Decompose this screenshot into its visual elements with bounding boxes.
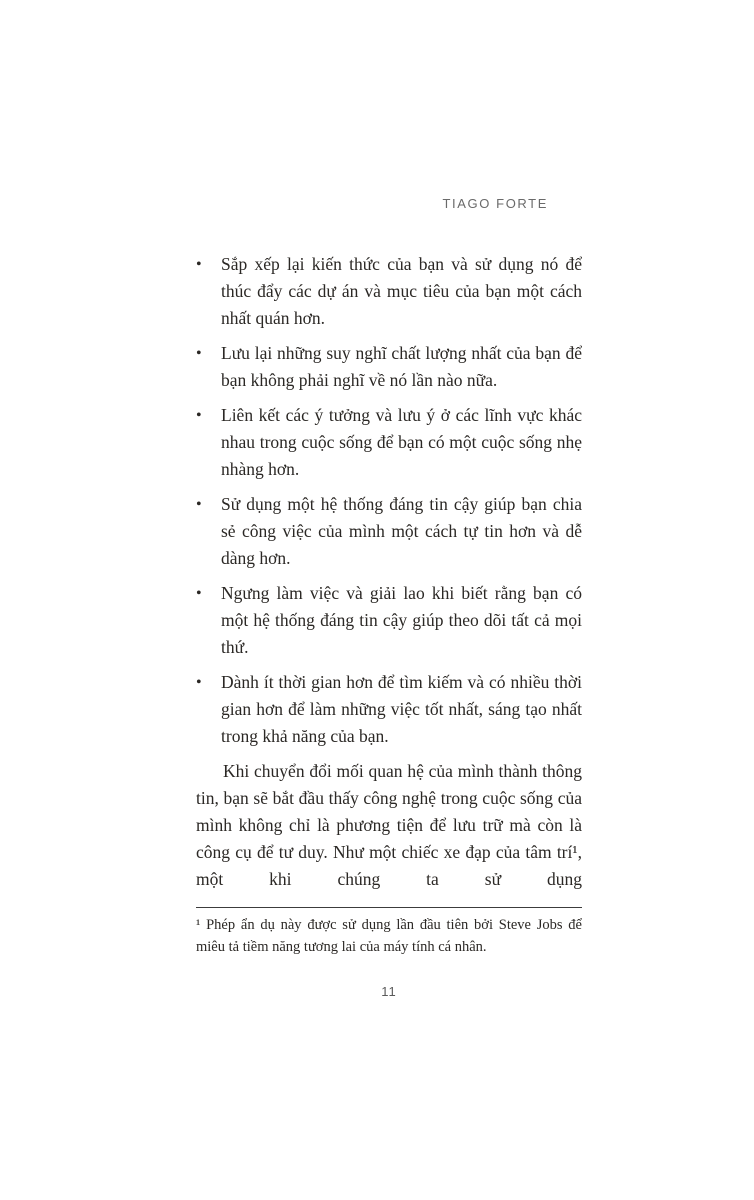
- bullet-icon: •: [196, 345, 202, 362]
- list-item: [196, 580, 582, 661]
- list-item: [196, 402, 582, 483]
- bullet-text: Liên kết các ý tưởng và lưu ý ở các lĩnh vực khác nhau trong cuộc sống để bạn có một cuộc sống nhẹ nhàng hơn.: [221, 405, 582, 479]
- bullet-icon: •: [196, 674, 202, 691]
- running-header: TIAGO FORTE: [442, 196, 548, 211]
- bullet-icon: •: [196, 407, 202, 424]
- bullet-icon: •: [196, 256, 202, 273]
- list-item: [196, 251, 582, 332]
- list-item: [196, 491, 582, 572]
- footnote-text: ¹ Phép ẩn dụ này được sử dụng lần đầu tiên bởi Steve Jobs để miêu tả tiềm năng tương lai của máy tính cá nhân.: [196, 917, 582, 955]
- bullet-icon: •: [196, 585, 202, 602]
- bullet-text: Sử dụng một hệ thống đáng tin cậy giúp bạn chia sẻ công việc của mình một cách tự tin hơn và dễ dàng hơn.: [221, 494, 582, 568]
- bullet-list: [196, 251, 582, 750]
- footnote-section: [196, 907, 582, 958]
- list-item: [196, 669, 582, 750]
- bullet-text: Ngưng làm việc và giải lao khi biết rằng bạn có một hệ thống đáng tin cậy giúp theo dõi tất cả mọi thứ.: [221, 583, 582, 657]
- page-content: [196, 196, 582, 958]
- body-paragraph: Khi chuyển đổi mối quan hệ của mình thành thông tin, bạn sẽ bắt đầu thấy công nghệ trong cuộc sống của mình không chỉ là phương tiện để lưu trữ mà còn là công cụ để tư duy. Như một chiếc xe đạp của tâm trí¹, một khi chúng ta sử dụng: [196, 761, 582, 889]
- bullet-icon: •: [196, 496, 202, 513]
- bullet-text: Lưu lại những suy nghĩ chất lượng nhất của bạn để bạn không phải nghĩ về nó lần nào nữa.: [221, 343, 582, 390]
- bullet-text: Dành ít thời gian hơn để tìm kiếm và có nhiều thời gian hơn để làm những việc tốt nhất, sáng tạo nhất trong khả năng của bạn.: [221, 672, 582, 746]
- page-number: 11: [381, 984, 397, 999]
- list-item: [196, 340, 582, 394]
- bullet-text: Sắp xếp lại kiến thức của bạn và sử dụng nó để thúc đẩy các dự án và mục tiêu của bạn một cách nhất quán hơn.: [221, 254, 582, 328]
- footnote-divider: [196, 907, 582, 908]
